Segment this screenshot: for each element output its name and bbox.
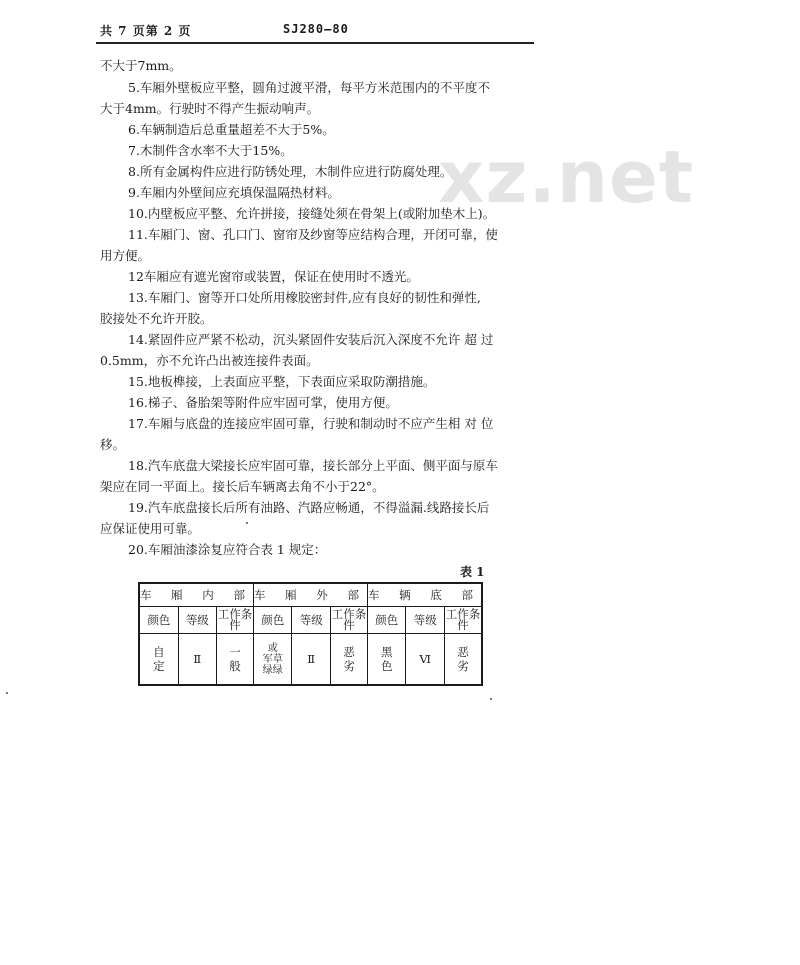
- text-line: 16.梯子、备胎架等附件应牢固可掌，使用方便。: [128, 395, 398, 410]
- text-line: 8.所有金属构件应进行防锈处理，木制件应进行防腐处理。: [128, 164, 453, 179]
- table-cell: 黑 色: [367, 634, 405, 686]
- text-line: 20.车厢油漆涂复应符合表 1 规定：: [128, 542, 327, 557]
- table-group-header-row: [139, 583, 482, 607]
- text-line: 不大于7mm。: [100, 58, 182, 73]
- scan-speck: [6, 692, 8, 694]
- table-cell: 自 定: [139, 634, 178, 686]
- table-caption: 表 1: [460, 565, 485, 579]
- table-row: [139, 634, 482, 686]
- text-line: 6.车辆制造后总重量超差不大于5%。: [128, 122, 335, 137]
- text-line: 架应在同一平面上。接长后车辆离去角不小于22°。: [100, 479, 385, 494]
- text-line: 10.内壁板应平整、允许拼接，接缝处须在骨架上(或附加垫木上)。: [128, 206, 496, 221]
- table-subheader: 等级: [178, 607, 216, 634]
- text-line: 应保证使用可靠。: [100, 521, 201, 536]
- table-subheader: 等级: [406, 607, 445, 634]
- table-cell: 或 军草 绿绿: [253, 634, 291, 686]
- text-line: 13.车厢门、窗等开口处所用橡胶密封件,应有良好的韧性和弹性,: [128, 290, 481, 305]
- text-line: 11.车厢门、窗、孔口门、窗帘及纱窗等应结构合理，开闭可靠，使: [128, 227, 498, 242]
- text-line: 胶接处不允许开胶。: [100, 311, 213, 326]
- table-subheader: 颜色: [139, 607, 178, 634]
- table-subheader: 工作条件: [331, 607, 367, 632]
- table-group-header: 车 厢 外 部: [253, 583, 367, 607]
- table-group-header: 车 厢 内 部: [139, 583, 253, 607]
- table-cell: Ⅱ: [178, 634, 216, 686]
- text-line: 7.木制件含水率不大于15%。: [128, 143, 293, 158]
- text-line: 0.5mm，亦不允许凸出被连接件表面。: [100, 353, 319, 368]
- page-info: 共 7 页第 2 页: [100, 24, 192, 38]
- scan-speck: [246, 522, 248, 524]
- table-subheader: 等级: [292, 607, 330, 634]
- table-cell: 恶 劣: [445, 634, 483, 686]
- text-line: 17.车厢与底盘的连接应牢固可靠，行驶和制动时不应产生相 对 位: [128, 416, 494, 431]
- doc-code: SJ280—80: [283, 22, 349, 36]
- table-cell: Ⅵ: [406, 634, 445, 686]
- text-line: 14.紧固件应严紧不松动，沉头紧固件安装后沉入深度不允许 超 过: [128, 332, 494, 347]
- table-subheader: 颜色: [367, 607, 405, 634]
- text-line: 移。: [100, 437, 126, 452]
- scan-speck: [490, 698, 492, 700]
- table-group-header: 车 辆 底 部: [367, 583, 482, 607]
- text-line: 18.汽车底盘大梁接长应牢固可靠，接长部分上平面、侧平面与原车: [128, 458, 498, 473]
- table-cell: Ⅱ: [292, 634, 330, 686]
- table-subheader: 工作条件: [445, 607, 481, 632]
- text-line: 19.汽车底盘接长后所有油路、汽路应畅通，不得溢漏.线路接长后: [128, 500, 490, 515]
- table-cell: 恶 劣: [330, 634, 367, 686]
- text-line: 大于4mm。行驶时不得产生振动响声。: [100, 101, 320, 116]
- paint-spec-table: [138, 582, 483, 686]
- text-line: 12车厢应有遮光窗帘或装置，保证在使用时不透光。: [128, 269, 419, 284]
- header-rule: [96, 42, 534, 44]
- table-subheader: 工作条件: [217, 607, 253, 632]
- table-cell: 一 般: [216, 634, 253, 686]
- text-line: 用方便。: [100, 248, 151, 263]
- watermark: xz.net: [438, 135, 695, 219]
- text-line: 5.车厢外壁板应平整，圆角过渡平滑，每平方米范围内的不平度不: [128, 80, 490, 95]
- text-line: 9.车厢内外壁间应充填保温隔热材料。: [128, 185, 340, 200]
- table-subheader-row: [139, 607, 482, 634]
- text-line: 15.地板榫接，上表面应平整，下表面应采取防潮措施。: [128, 374, 436, 389]
- table-subheader: 颜色: [253, 607, 291, 634]
